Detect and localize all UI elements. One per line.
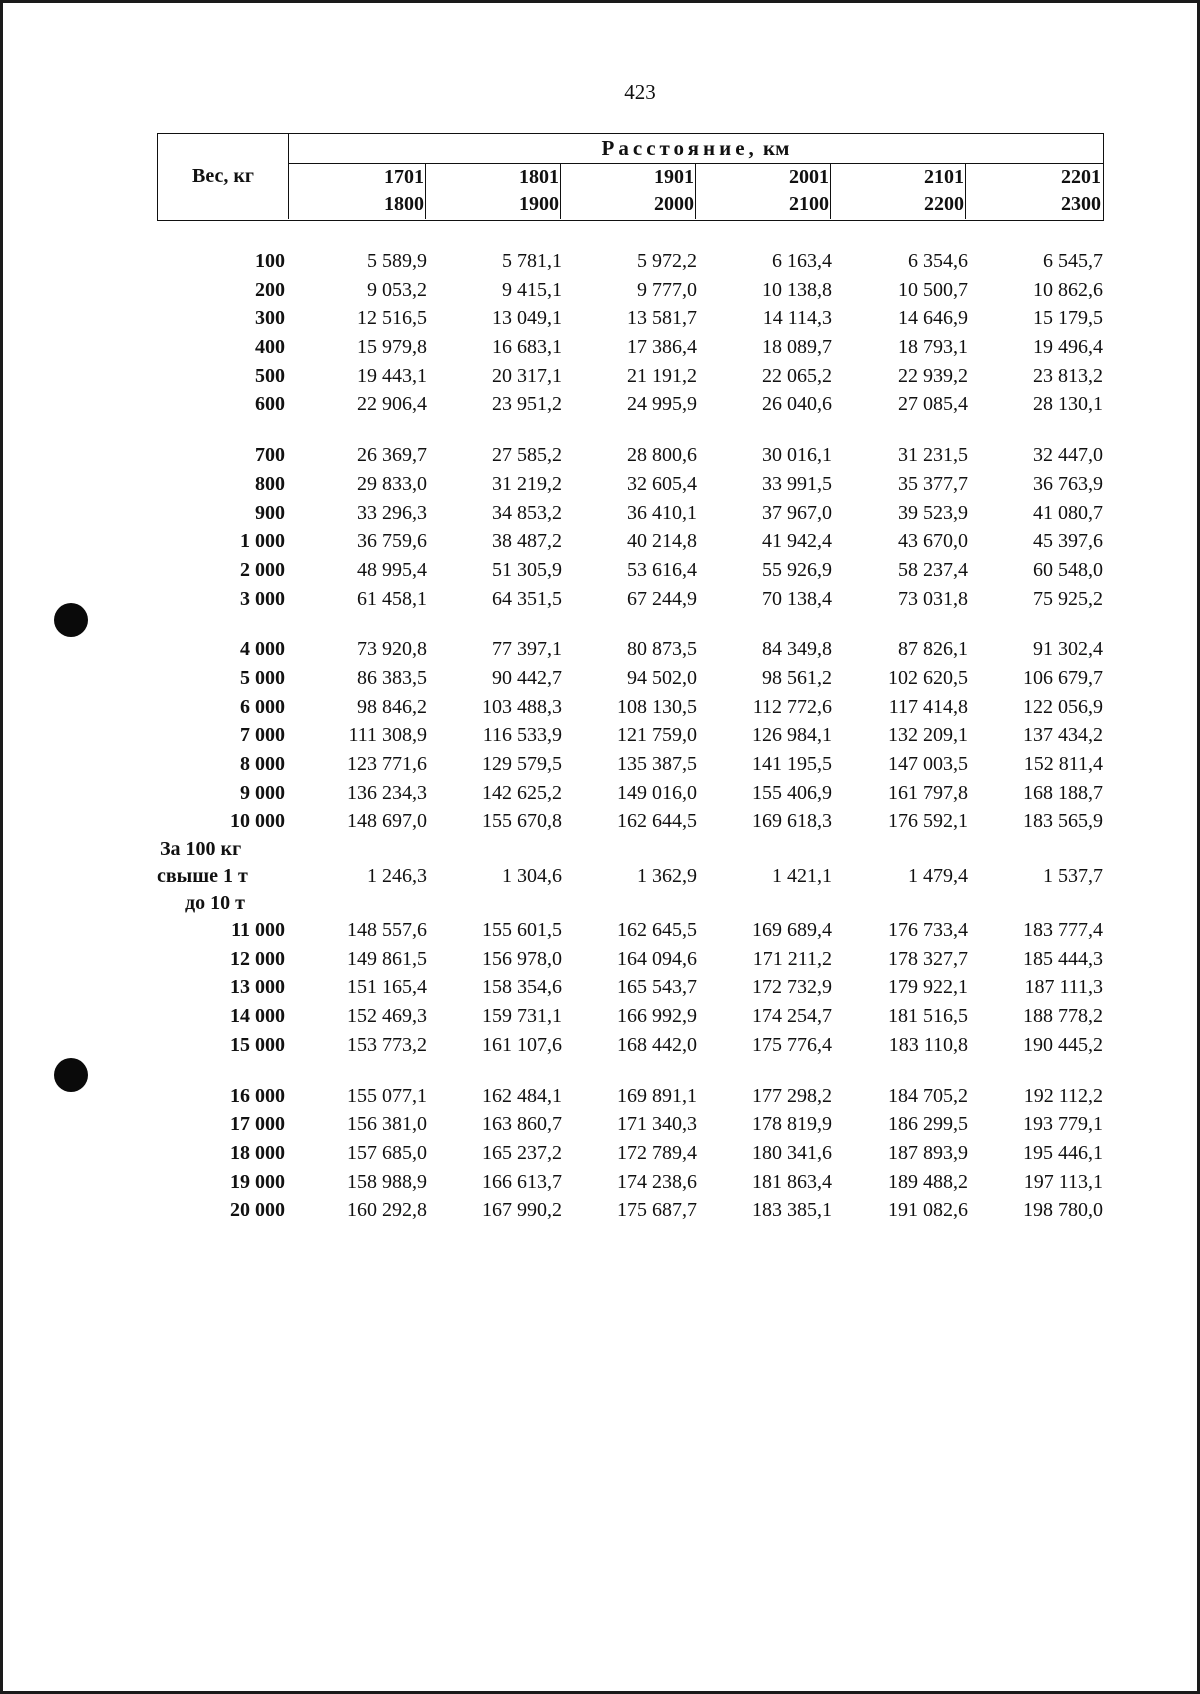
per-100kg-label — [157, 836, 285, 917]
price-cell: 159 731,1 — [482, 1005, 562, 1028]
price-cell: 41 942,4 — [762, 530, 832, 553]
price-cell: 142 625,2 — [482, 781, 562, 804]
table-row — [157, 1168, 1104, 1197]
price-cell: 39 523,9 — [898, 501, 968, 524]
price-cell: 183 777,4 — [1023, 919, 1103, 942]
price-cell: 185 444,3 — [1023, 947, 1103, 970]
price-cell: 166 992,9 — [617, 1005, 697, 1028]
price-cell: 84 349,8 — [762, 638, 832, 661]
weight-column-header: Вес, кг — [158, 134, 289, 219]
price-cell: 19 443,1 — [357, 364, 427, 387]
price-cell: 94 502,0 — [627, 666, 697, 689]
price-cell: 111 308,9 — [348, 724, 427, 747]
price-cell: 19 496,4 — [1033, 336, 1103, 359]
price-cell: 87 826,1 — [898, 638, 968, 661]
price-cell: 123 771,6 — [347, 753, 427, 775]
price-cell: 189 488,2 — [888, 1170, 968, 1193]
table-row — [157, 1082, 1104, 1111]
price-cell: 160 292,8 — [347, 1199, 427, 1222]
price-cell: 102 620,5 — [888, 666, 968, 689]
price-cell: 141 195,5 — [752, 753, 832, 775]
price-cell: 45 397,6 — [1033, 530, 1103, 553]
price-cell: 153 773,2 — [347, 1033, 427, 1056]
price-cell: 48 995,4 — [357, 558, 427, 581]
per-100kg-value: 1 362,9 — [637, 865, 697, 888]
table-body — [157, 247, 1104, 1225]
price-cell: 17 386,4 — [627, 336, 697, 359]
range-from: 2101 — [924, 166, 964, 188]
price-cell: 12 516,5 — [357, 307, 427, 330]
price-cell: 121 759,0 — [617, 724, 697, 747]
price-cell: 161 797,8 — [888, 781, 968, 804]
price-cell: 176 592,1 — [888, 810, 968, 833]
price-cell: 23 813,2 — [1033, 364, 1103, 387]
table-row — [157, 470, 1104, 499]
price-cell: 193 779,1 — [1023, 1113, 1103, 1136]
price-cell: 155 601,5 — [482, 919, 562, 942]
price-cell: 164 094,6 — [617, 947, 697, 970]
price-cell: 112 772,6 — [752, 695, 832, 718]
per-100kg-label-line: свыше 1 т — [157, 865, 248, 888]
price-cell: 129 579,5 — [482, 753, 562, 775]
table-row — [157, 693, 1104, 722]
weight-cell: 13 000 — [230, 976, 285, 999]
price-cell: 5 972,2 — [637, 250, 697, 272]
weight-cell: 200 — [255, 278, 285, 301]
range-to: 1900 — [519, 193, 559, 215]
price-cell: 31 231,5 — [898, 444, 968, 467]
price-cell: 116 533,9 — [482, 724, 562, 747]
price-cell: 148 557,6 — [347, 919, 427, 942]
price-cell: 135 387,5 — [617, 753, 697, 775]
weight-cell: 18 000 — [230, 1141, 285, 1164]
price-cell: 108 130,5 — [617, 695, 697, 718]
price-cell: 98 561,2 — [762, 666, 832, 689]
price-cell: 155 406,9 — [752, 781, 832, 804]
per-100kg-value: 1 479,4 — [908, 865, 968, 888]
price-cell: 86 383,5 — [357, 666, 427, 689]
price-cell: 22 906,4 — [357, 393, 427, 416]
price-cell: 180 341,6 — [752, 1141, 832, 1164]
range-from: 1801 — [519, 166, 559, 188]
per-100kg-label-line: За 100 кг — [160, 838, 242, 861]
price-cell: 177 298,2 — [752, 1084, 832, 1107]
price-cell: 147 003,5 — [888, 753, 968, 775]
price-cell: 171 340,3 — [617, 1113, 697, 1136]
weight-cell: 1 000 — [240, 530, 285, 553]
weight-cell: 100 — [255, 250, 285, 272]
price-cell: 22 065,2 — [762, 364, 832, 387]
price-cell: 51 305,9 — [492, 558, 562, 581]
weight-cell: 600 — [255, 393, 285, 416]
price-cell: 18 089,7 — [762, 336, 832, 359]
weight-cell: 2 000 — [240, 558, 285, 581]
price-cell: 77 397,1 — [492, 638, 562, 661]
price-cell: 169 689,4 — [752, 919, 832, 942]
price-cell: 149 016,0 — [617, 781, 697, 804]
price-cell: 13 049,1 — [492, 307, 562, 330]
price-cell: 6 163,4 — [772, 250, 832, 272]
weight-cell: 11 000 — [231, 919, 285, 942]
table-row — [157, 1196, 1104, 1225]
per-100kg-value: 1 304,6 — [502, 865, 562, 888]
price-cell: 14 114,3 — [762, 307, 832, 330]
price-cell: 165 543,7 — [617, 976, 697, 999]
price-cell: 186 299,5 — [888, 1113, 968, 1136]
price-cell: 174 254,7 — [752, 1005, 832, 1028]
price-cell: 73 031,8 — [898, 587, 968, 610]
price-cell: 22 939,2 — [898, 364, 968, 387]
price-cell: 161 107,6 — [482, 1033, 562, 1056]
weight-cell: 800 — [255, 472, 285, 495]
price-cell: 5 781,1 — [502, 250, 562, 272]
table-row — [157, 1031, 1104, 1060]
price-cell: 91 302,4 — [1033, 638, 1103, 661]
price-cell: 33 991,5 — [762, 472, 832, 495]
price-cell: 162 484,1 — [482, 1084, 562, 1107]
table-row — [157, 247, 1104, 276]
price-cell: 36 410,1 — [627, 501, 697, 524]
price-cell: 67 244,9 — [627, 587, 697, 610]
price-cell: 6 545,7 — [1043, 250, 1103, 272]
range-from: 2201 — [1061, 166, 1101, 188]
per-100kg-value: 1 421,1 — [772, 865, 832, 888]
table-row — [157, 721, 1104, 750]
table-row — [157, 304, 1104, 333]
table-row — [157, 1139, 1104, 1168]
price-cell: 58 237,4 — [898, 558, 968, 581]
price-cell: 132 209,1 — [888, 724, 968, 747]
page-number: 423 — [624, 80, 656, 104]
price-cell: 60 548,0 — [1033, 558, 1103, 581]
price-cell: 40 214,8 — [627, 530, 697, 553]
table-row — [157, 1110, 1104, 1139]
weight-cell: 300 — [255, 307, 285, 330]
range-to: 2300 — [1061, 193, 1101, 215]
price-cell: 10 862,6 — [1033, 278, 1103, 301]
price-cell: 168 188,7 — [1023, 781, 1103, 804]
price-cell: 155 077,1 — [347, 1084, 427, 1107]
price-cell: 90 442,7 — [492, 666, 562, 689]
price-cell: 106 679,7 — [1023, 666, 1103, 689]
distance-title-word: Расстояние, — [601, 136, 758, 160]
table-row — [157, 441, 1104, 470]
price-cell: 169 891,1 — [617, 1084, 697, 1107]
range-from: 2001 — [789, 166, 829, 188]
price-cell: 122 056,9 — [1023, 695, 1103, 718]
range-to: 2200 — [924, 193, 964, 215]
price-cell: 10 138,8 — [762, 278, 832, 301]
price-cell: 184 705,2 — [888, 1084, 968, 1107]
price-cell: 53 616,4 — [627, 558, 697, 581]
price-cell: 149 861,5 — [347, 947, 427, 970]
price-cell: 5 589,9 — [367, 250, 427, 272]
weight-cell: 15 000 — [230, 1033, 285, 1056]
table-row — [157, 1002, 1104, 1031]
table-row — [157, 585, 1104, 614]
price-cell: 35 377,7 — [898, 472, 968, 495]
price-cell: 13 581,7 — [627, 307, 697, 330]
table-row — [157, 333, 1104, 362]
distance-range-column — [966, 164, 1102, 219]
price-cell: 171 211,2 — [752, 947, 832, 970]
price-cell: 166 613,7 — [482, 1170, 562, 1193]
weight-cell: 6 000 — [240, 695, 285, 718]
price-cell: 158 354,6 — [482, 976, 562, 999]
price-cell: 15 179,5 — [1033, 307, 1103, 330]
weight-cell: 5 000 — [240, 666, 285, 689]
price-cell: 183 385,1 — [752, 1199, 832, 1222]
price-cell: 178 819,9 — [752, 1113, 832, 1136]
price-cell: 36 763,9 — [1033, 472, 1103, 495]
price-cell: 28 800,6 — [627, 444, 697, 467]
per-100kg-value: 1 537,7 — [1043, 865, 1103, 888]
price-cell: 18 793,1 — [898, 336, 968, 359]
price-cell: 181 863,4 — [752, 1170, 832, 1193]
price-cell: 155 670,8 — [482, 810, 562, 833]
price-cell: 183 565,9 — [1023, 810, 1103, 833]
price-cell: 103 488,3 — [482, 695, 562, 718]
price-cell: 27 585,2 — [492, 444, 562, 467]
distance-title — [288, 134, 1103, 164]
table-row — [157, 635, 1104, 664]
range-from: 1901 — [654, 166, 694, 188]
price-cell: 29 833,0 — [357, 472, 427, 495]
weight-cell: 10 000 — [230, 810, 285, 833]
weight-cell: 500 — [255, 364, 285, 387]
price-cell: 162 645,5 — [617, 919, 697, 942]
price-cell: 152 469,3 — [347, 1005, 427, 1028]
distance-range-column — [288, 164, 426, 219]
price-cell: 172 732,9 — [752, 976, 832, 999]
price-cell: 9 415,1 — [502, 278, 562, 301]
price-cell: 14 646,9 — [898, 307, 968, 330]
per-100kg-row — [157, 836, 1104, 916]
punch-hole-bottom — [54, 1058, 88, 1092]
distance-range-column — [831, 164, 966, 219]
price-cell: 183 110,8 — [888, 1033, 968, 1056]
price-cell: 30 016,1 — [762, 444, 832, 467]
price-cell: 178 327,7 — [888, 947, 968, 970]
range-to: 2000 — [654, 193, 694, 215]
price-cell: 156 381,0 — [347, 1113, 427, 1136]
price-cell: 75 925,2 — [1033, 587, 1103, 610]
price-cell: 26 040,6 — [762, 393, 832, 416]
price-cell: 179 922,1 — [888, 976, 968, 999]
price-cell: 195 446,1 — [1023, 1141, 1103, 1164]
price-cell: 198 780,0 — [1023, 1199, 1103, 1222]
price-cell: 43 670,0 — [898, 530, 968, 553]
price-cell: 158 988,9 — [347, 1170, 427, 1193]
weight-cell: 20 000 — [230, 1199, 285, 1222]
price-cell: 27 085,4 — [898, 393, 968, 416]
price-cell: 24 995,9 — [627, 393, 697, 416]
table-row — [157, 779, 1104, 808]
price-cell: 181 516,5 — [888, 1005, 968, 1028]
price-cell: 34 853,2 — [492, 501, 562, 524]
table-row — [157, 527, 1104, 556]
table-row — [157, 973, 1104, 1002]
distance-range-column — [696, 164, 831, 219]
distance-range-column — [426, 164, 561, 219]
range-to: 1800 — [384, 193, 424, 215]
price-cell: 192 112,2 — [1023, 1084, 1103, 1107]
price-cell: 98 846,2 — [357, 695, 427, 718]
price-cell: 21 191,2 — [627, 364, 697, 387]
table-row — [157, 664, 1104, 693]
range-from: 1701 — [384, 166, 424, 188]
price-cell: 15 979,8 — [357, 336, 427, 359]
price-cell: 191 082,6 — [888, 1199, 968, 1222]
price-cell: 9 777,0 — [637, 278, 697, 301]
weight-cell: 14 000 — [230, 1005, 285, 1028]
weight-cell: 17 000 — [230, 1113, 285, 1136]
weight-cell: 400 — [255, 336, 285, 359]
price-cell: 70 138,4 — [762, 587, 832, 610]
punch-hole-top — [54, 603, 88, 637]
price-cell: 80 873,5 — [627, 638, 697, 661]
price-cell: 165 237,2 — [482, 1141, 562, 1164]
price-cell: 28 130,1 — [1033, 393, 1103, 416]
price-cell: 156 978,0 — [482, 947, 562, 970]
price-cell: 10 500,7 — [898, 278, 968, 301]
price-cell: 73 920,8 — [357, 638, 427, 661]
price-cell: 197 113,1 — [1023, 1170, 1103, 1193]
price-cell: 41 080,7 — [1033, 501, 1103, 524]
price-cell: 31 219,2 — [492, 472, 562, 495]
price-cell: 9 053,2 — [367, 278, 427, 301]
price-cell: 167 990,2 — [482, 1199, 562, 1222]
price-cell: 169 618,3 — [752, 810, 832, 833]
price-cell: 38 487,2 — [492, 530, 562, 553]
price-cell: 64 351,5 — [492, 587, 562, 610]
table-row — [157, 362, 1104, 391]
weight-cell: 16 000 — [230, 1084, 285, 1107]
weight-cell: 8 000 — [240, 753, 285, 775]
price-cell: 136 234,3 — [347, 781, 427, 804]
price-cell: 148 697,0 — [347, 810, 427, 833]
price-cell: 175 776,4 — [752, 1033, 832, 1056]
weight-cell: 9 000 — [240, 781, 285, 804]
price-cell: 61 458,1 — [357, 587, 427, 610]
price-cell: 32 447,0 — [1033, 444, 1103, 467]
price-cell: 6 354,6 — [908, 250, 968, 272]
price-cell: 36 759,6 — [357, 530, 427, 553]
price-cell: 190 445,2 — [1023, 1033, 1103, 1056]
price-cell: 16 683,1 — [492, 336, 562, 359]
range-to: 2100 — [789, 193, 829, 215]
price-cell: 33 296,3 — [357, 501, 427, 524]
table-row — [157, 750, 1104, 779]
table-header — [157, 133, 1104, 221]
per-100kg-label-line: до 10 т — [185, 892, 245, 915]
price-cell: 168 442,0 — [617, 1033, 697, 1056]
price-cell: 152 811,4 — [1023, 753, 1103, 775]
price-cell: 175 687,7 — [617, 1199, 697, 1222]
weight-cell: 19 000 — [230, 1170, 285, 1193]
price-cell: 23 951,2 — [492, 393, 562, 416]
price-cell: 26 369,7 — [357, 444, 427, 467]
weight-cell: 4 000 — [240, 638, 285, 661]
price-cell: 157 685,0 — [347, 1141, 427, 1164]
price-cell: 188 778,2 — [1023, 1005, 1103, 1028]
price-cell: 55 926,9 — [762, 558, 832, 581]
table-row — [157, 945, 1104, 974]
price-cell: 32 605,4 — [627, 472, 697, 495]
price-cell: 187 111,3 — [1024, 976, 1103, 999]
price-cell: 174 238,6 — [617, 1170, 697, 1193]
table-row — [157, 916, 1104, 945]
price-cell: 162 644,5 — [617, 810, 697, 833]
price-cell: 117 414,8 — [888, 695, 968, 718]
table-row — [157, 807, 1104, 836]
weight-cell: 700 — [255, 444, 285, 467]
weight-cell: 3 000 — [240, 587, 285, 610]
table-row — [157, 390, 1104, 419]
price-cell: 37 967,0 — [762, 501, 832, 524]
price-cell: 187 893,9 — [888, 1141, 968, 1164]
distance-title-unit: км — [763, 136, 790, 160]
weight-cell: 7 000 — [240, 724, 285, 747]
table-row — [157, 556, 1104, 585]
per-100kg-value: 1 246,3 — [367, 865, 427, 888]
price-cell: 126 984,1 — [752, 724, 832, 747]
table-row — [157, 499, 1104, 528]
weight-cell: 900 — [255, 501, 285, 524]
distance-range-column — [561, 164, 696, 219]
price-cell: 151 165,4 — [347, 976, 427, 999]
price-cell: 163 860,7 — [482, 1113, 562, 1136]
price-cell: 137 434,2 — [1023, 724, 1103, 747]
price-cell: 20 317,1 — [492, 364, 562, 387]
table-row — [157, 276, 1104, 305]
weight-cell: 12 000 — [230, 947, 285, 970]
price-cell: 172 789,4 — [617, 1141, 697, 1164]
price-cell: 176 733,4 — [888, 919, 968, 942]
